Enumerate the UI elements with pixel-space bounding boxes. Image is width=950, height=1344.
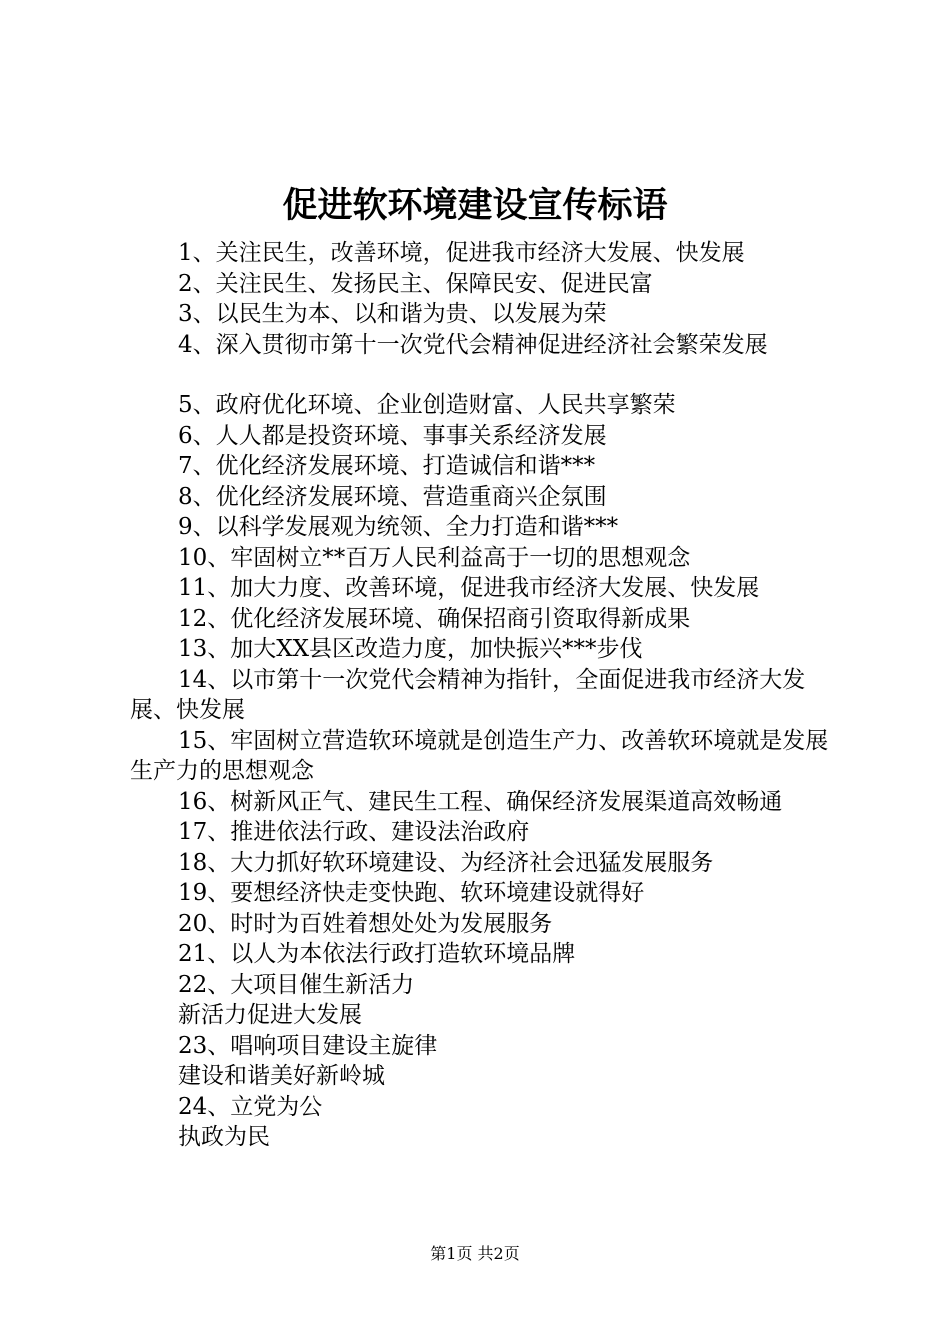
slogan-item: 10、牢固树立**百万人民利益高于一切的思想观念 xyxy=(178,544,691,571)
slogan-item: 17、推进依法行政、建设法治政府 xyxy=(178,819,530,845)
page-footer: 第1页 共2页 xyxy=(430,1244,520,1263)
slogan-item: 15、牢固树立营造软环境就是创造生产力、改善软环境就是发展生产力的思想观念 xyxy=(130,727,829,784)
slogan-item: 2、关注民生、发扬民主、保障民安、促进民富 xyxy=(178,270,653,297)
slogan-item: 13、加大XX县区改造力度，加快振兴***步伐 xyxy=(178,636,643,662)
slogan-item: 7、优化经济发展环境、打造诚信和谐*** xyxy=(178,453,596,479)
slogan-item: 21、以人为本依法行政打造软环境品牌 xyxy=(178,941,576,967)
slogan-item: 6、人人都是投资环境、事事关系经济发展 xyxy=(178,422,607,449)
slogan-list xyxy=(130,238,835,1153)
slogan-item: 执政为民 xyxy=(178,1124,270,1150)
slogan-item: 新活力促进大发展 xyxy=(178,1002,362,1028)
slogan-item: 8、优化经济发展环境、营造重商兴企氛围 xyxy=(178,483,607,510)
slogan-item: 1、关注民生，改善环境，促进我市经济大发展、快发展 xyxy=(178,240,745,266)
slogan-item: 16、树新风正气、建民生工程、确保经济发展渠道高效畅通 xyxy=(178,788,783,815)
slogan-item: 23、唱响项目建设主旋律 xyxy=(178,1032,438,1059)
slogan-item: 9、以科学发展观为统领、全力打造和谐*** xyxy=(178,514,619,540)
slogan-item: 3、以民生为本、以和谐为贵、以发展为荣 xyxy=(178,301,607,327)
slogan-item: 5、政府优化环境、企业创造财富、人民共享繁荣 xyxy=(178,392,676,418)
slogan-item: 4、深入贯彻市第十一次党代会精神促进经济社会繁荣发展 xyxy=(178,331,768,358)
slogan-item: 22、大项目催生新活力 xyxy=(178,971,415,998)
slogan-item: 24、立党为公 xyxy=(178,1093,323,1120)
slogan-item: 11、加大力度、改善环境，促进我市经济大发展、快发展 xyxy=(178,575,760,601)
page-title: 促进软环境建设宣传标语 xyxy=(282,185,668,226)
slogan-item: 20、时时为百姓着想处处为发展服务 xyxy=(178,910,553,937)
slogan-item: 14、以市第十一次党代会精神为指针，全面促进我市经济大发展、快发展 xyxy=(130,666,806,723)
slogan-item: 建设和谐美好新岭城 xyxy=(178,1063,385,1089)
slogan-item: 12、优化经济发展环境、确保招商引资取得新成果 xyxy=(178,605,691,632)
slogan-item: 18、大力抓好软环境建设、为经济社会迅猛发展服务 xyxy=(178,849,714,876)
slogan-item: 19、要想经济快走变快跑、软环境建设就得好 xyxy=(178,880,645,906)
